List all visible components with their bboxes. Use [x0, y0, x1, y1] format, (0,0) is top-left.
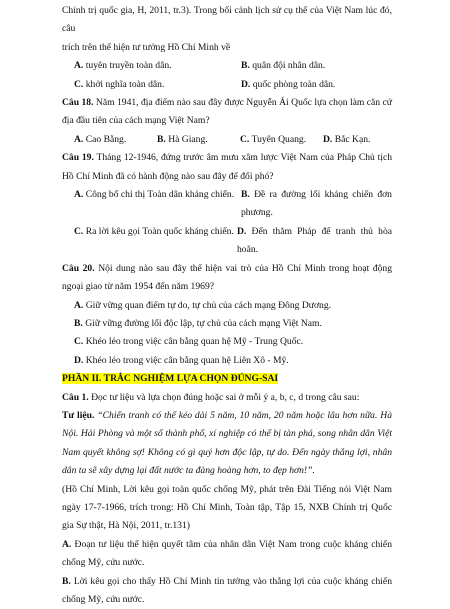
q20-option-b: B. Giữ vững đường lối độc lập, tự chủ của cách mạng Việt Nam. [74, 317, 322, 329]
q18-option-a: A. Cao Bằng. [74, 133, 127, 145]
q19-option-d: D. Đến thăm Pháp để tranh thủ hòa hoãn. [237, 225, 393, 256]
intro-line-1: Chính trị quốc gia, H, 2011, tr.3). Trong bối cảnh lịch sử cụ thể của Việt Nam lúc đó, câu [62, 5, 392, 35]
c1-prompt: Câu 1. Đọc tư liệu và lựa chọn đúng hoặc sai ở mỗi ý a, b, c, d trong câu sau: [62, 391, 360, 403]
q17-options-row-1 [74, 57, 392, 75]
q20-option-a: A. Giữ vững quan điểm tự do, tự chủ của cách mạng Đông Dương. [74, 299, 332, 311]
q19-options-row-2 [74, 223, 392, 260]
q18-option-c: C. Tuyên Quang. [240, 133, 307, 145]
q19-stem: Câu 19. Tháng 12-1946, đứng trước âm mưu xâm lược Việt Nam của Pháp Chủ tịch Hồ Chí Minh đã có hành động nào sau đây để đối phó? [62, 152, 393, 182]
q19-option-a: A. Công bố chỉ thị Toàn dân kháng chiến. [74, 189, 235, 201]
q17-option-c: C. khởi nghĩa toàn dân. [74, 78, 165, 90]
q18-option-d: D. Bắc Kạn. [323, 133, 371, 145]
q19-option-c: C. Ra lời kêu gọi Toàn quốc kháng chiến. [74, 225, 234, 237]
q20-option-d: D. Khéo léo trong việc cân bằng quan hệ Liên Xô - Mỹ. [74, 354, 289, 366]
section-2-title: PHẦN II. TRẮC NGHIỆM LỰA CHỌN ĐÚNG-SAI [62, 373, 279, 385]
q18-options-row [74, 131, 392, 149]
q18-option-b: B. Hà Giang. [157, 133, 208, 145]
c1-option-b: B. Lời kêu gọi cho thấy Hồ Chí Minh tin tưởng vào thắng lợi của cuộc kháng chiến chống Mỹ, cứu nước. [62, 575, 392, 605]
q19-option-b: B. Đề ra đường lối kháng chiến đơn phương. [241, 189, 392, 219]
q17-options-row-2 [74, 76, 392, 94]
q18-stem: Câu 18. Năm 1941, địa điểm nào sau đây được Nguyễn Ái Quốc lựa chọn làm căn cứ địa đầu tiên của cách mạng Việt Nam? [62, 97, 392, 127]
q17-option-a: A. tuyên truyền toàn dân. [74, 60, 172, 72]
q20-stem: Câu 20. Nội dung nào sau đây thể hiện vai trò của Hồ Chí Minh trong hoạt động ngoại giao từ năm 1954 đến năm 1969? [62, 262, 393, 293]
c1-option-a: A. Đoạn tư liệu thể hiện quyết tâm của nhân dân Việt Nam trong cuộc kháng chiến chống Mỹ, cứu nước. [62, 538, 392, 569]
q17-option-d: D. quốc phòng toàn dân. [241, 78, 336, 90]
intro-line-2: trích trên thể hiện tư tưởng Hồ Chí Minh về [62, 41, 231, 53]
q19-options-row-1 [74, 186, 392, 223]
q20-option-c: C. Khéo léo trong việc cân bằng quan hệ Mỹ - Trung Quốc. [74, 336, 304, 348]
c1-citation: (Hồ Chí Minh, Lời kêu gọi toàn quốc chống Mỹ, phát trên Đài Tiếng nói Việt Nam ngày 17-7-1966, trích trong: Hồ Chí Minh, Toàn tập, Tập 15, NXB Chính trị Quốc gia Sự thật, Hà Nội, 2011, tr.131) [62, 483, 392, 532]
q17-option-b: B. quân đội nhân dân. [241, 60, 326, 72]
c1-source: Tư liệu. “Chiến tranh có thể kéo dài 5 năm, 10 năm, 20 năm hoặc lâu hơn nữa. Hà Nội. Hải Phòng và một số thành phố, xí nghiệp có thể bị tàn phá, song nhân dân Việt Nam quyết không sợ! Không có gì quý hơn độc lập, tự do. Đến ngày thắng lợi, nhân dân ta sẽ xây dựng lại đất nước ta đàng hoàng hơn, to đẹp hơn!”. [62, 409, 392, 477]
